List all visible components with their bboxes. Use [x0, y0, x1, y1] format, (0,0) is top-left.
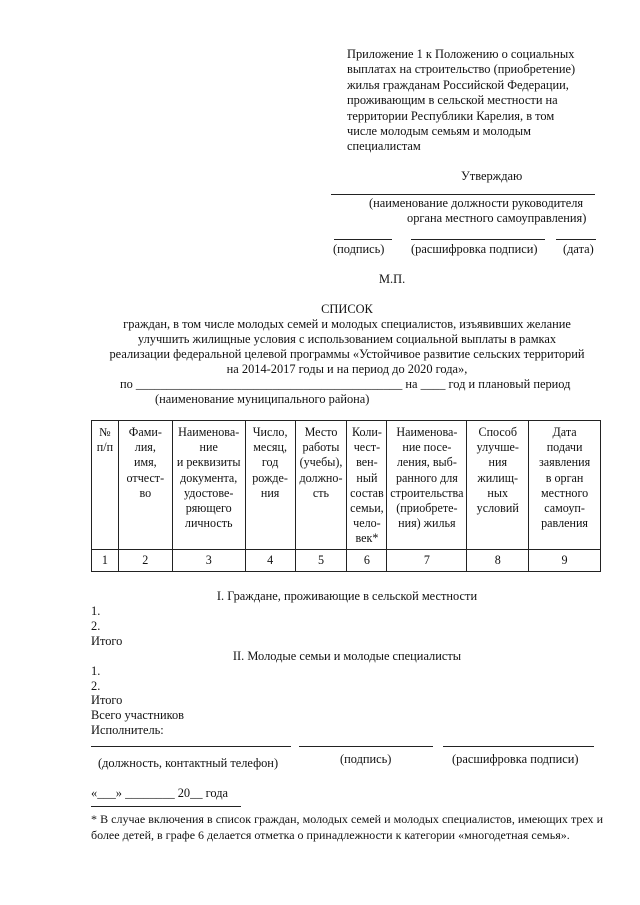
section-1-title: I. Граждане, проживающие в сельской местности: [216, 589, 478, 603]
column-number: 4: [245, 549, 295, 571]
column-number: 7: [387, 549, 467, 571]
section-2-title: II. Молодые семьи и молодые специалисты: [232, 649, 462, 663]
section-2-total: Итого: [91, 693, 123, 707]
header-cell-4: Число, месяц, год рожде- ния: [245, 421, 295, 550]
section-2-item: 1.: [91, 664, 101, 678]
column-number: 1: [92, 549, 119, 571]
position-phone-hint: (должность, контактный телефон): [98, 756, 279, 770]
appendix-line: территории Республики Карелия, в том: [347, 108, 555, 123]
column-number: 8: [467, 549, 529, 571]
appendix-line: Приложение 1 к Положению о социальных: [347, 47, 575, 61]
district-line: по ___________________________________________ на ____ год и плановый период: [120, 377, 571, 391]
position-phone-line: [91, 746, 291, 747]
executor-decode-line: [443, 746, 594, 747]
header-cell-8: Способ улучше- ния жилищ- ных условий: [467, 421, 529, 550]
decode-line: [411, 239, 545, 240]
date-field: «___» ________ 20__ года: [91, 786, 229, 800]
header-cell-6: Коли- чест- вен- ный состав семьи, чело- век*: [347, 421, 387, 550]
decode-hint: (расшифровка подписи): [411, 242, 538, 256]
executor-label: Исполнитель:: [91, 723, 164, 737]
header-cell-1: № п/п: [92, 421, 119, 550]
date-line: [556, 239, 596, 240]
position-hint-1: (наименование должности руководителя: [369, 196, 584, 210]
header-cell-7: Наименова- ние посе- ления, выб- ранного для строительства (приобрете- ния) жилья: [387, 421, 467, 550]
header-cell-9: Дата подачи заявления в орган местного самоуп- равления: [529, 421, 601, 550]
section-2-item: 2.: [91, 679, 101, 693]
date-hint: (дата): [563, 242, 594, 256]
section-1-item: 1.: [91, 604, 101, 618]
title-line: на 2014-2017 годы и на период до 2020 года»,: [226, 362, 468, 376]
footnote-separator: [91, 806, 241, 807]
position-line: [331, 194, 595, 195]
section-1-item: 2.: [91, 619, 101, 633]
column-number: 3: [172, 549, 245, 571]
approve-label: Утверждаю: [461, 169, 523, 183]
appendix-line: специалистам: [347, 139, 421, 154]
participants-table: [91, 420, 601, 572]
total-participants: Всего участников: [91, 708, 185, 722]
appendix-line: проживающим в сельской местности на: [347, 93, 558, 108]
header-cell-2: Фами- лия, имя, отчест- во: [118, 421, 172, 550]
title-line: реализации федеральной целевой программы «Устойчивое развитие сельских территорий: [109, 347, 585, 361]
appendix-note: [347, 47, 607, 155]
footnote: * В случае включения в список граждан, молодых семей и молодых специалистов, имеющих трех и более детей, в графе 6 делается отметка о принадлежности к категории «многодетная семья».: [91, 812, 603, 842]
column-number: 9: [529, 549, 601, 571]
appendix-line: жилья гражданам Российской Федерации,: [347, 77, 569, 92]
signature-line: [334, 239, 392, 240]
table-header-row: [92, 421, 601, 550]
appendix-line: выплатах на строительство (приобретение): [347, 62, 576, 77]
column-number: 5: [295, 549, 347, 571]
appendix-line: числе молодым семьям и молодым: [347, 124, 531, 139]
executor-signature-hint: (подпись): [340, 752, 392, 766]
column-number: 2: [118, 549, 172, 571]
signature-hint: (подпись): [333, 242, 385, 256]
seal-mark: М.П.: [379, 272, 406, 286]
district-hint: (наименование муниципального района): [155, 392, 370, 406]
executor-decode-hint: (расшифровка подписи): [452, 752, 579, 766]
header-cell-3: Наименова- ние и реквизиты документа, удостове- ряющего личность: [172, 421, 245, 550]
section-1-total: Итого: [91, 634, 123, 648]
executor-signature-line: [299, 746, 433, 747]
table-number-row: [92, 549, 601, 571]
column-number: 6: [347, 549, 387, 571]
position-hint-2: органа местного самоуправления): [407, 211, 587, 225]
header-cell-5: Место работы (учебы), должно- сть: [295, 421, 347, 550]
title-line: улучшить жилищные условия с использованием социальной выплаты в рамках: [137, 332, 557, 346]
title-line: граждан, в том числе молодых семей и молодых специалистов, изъявивших желание: [123, 317, 571, 331]
document-title: СПИСОК: [321, 302, 373, 316]
